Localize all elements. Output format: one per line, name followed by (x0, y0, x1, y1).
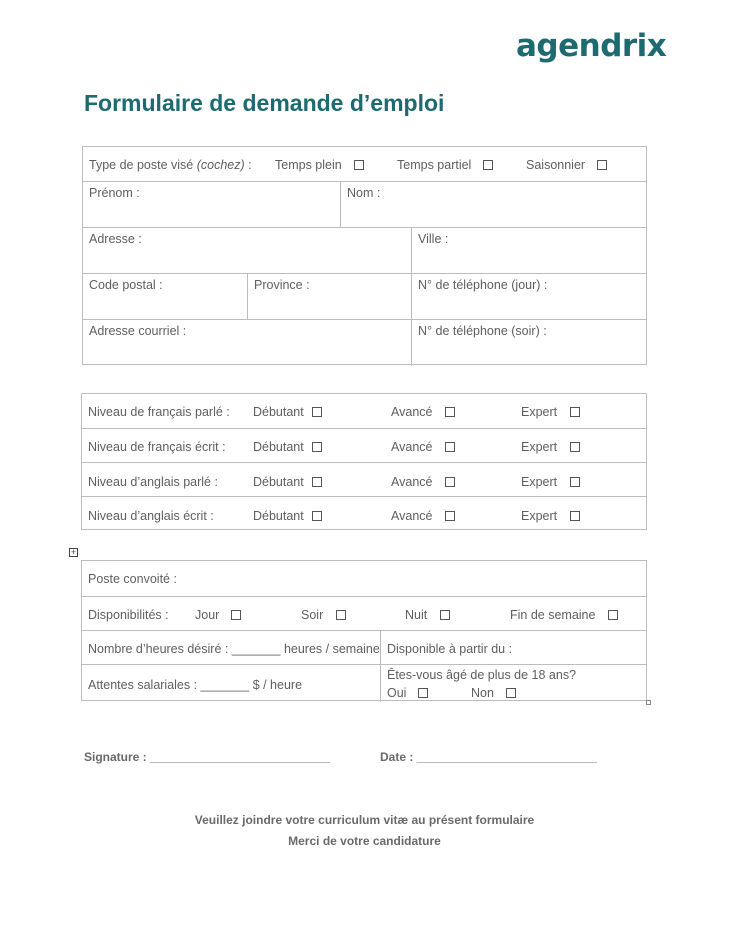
option-temps-plein[interactable]: Temps plein (275, 158, 364, 172)
checkbox-icon[interactable] (445, 407, 455, 417)
checkbox-icon[interactable] (418, 688, 428, 698)
level-expert[interactable]: Expert (521, 509, 580, 523)
checkbox-icon[interactable] (570, 442, 580, 452)
level-debutant[interactable]: Débutant (253, 440, 322, 454)
poste-convoite-field[interactable]: Poste convoité : (88, 572, 177, 586)
age-oui[interactable]: Oui (387, 686, 428, 700)
level-avance[interactable]: Avancé (391, 475, 455, 489)
checkbox-icon[interactable] (445, 511, 455, 521)
checkbox-icon[interactable] (608, 610, 618, 620)
level-expert[interactable]: Expert (521, 440, 580, 454)
option-saisonnier[interactable]: Saisonnier (526, 158, 607, 172)
agendrix-logo: agendrix (516, 28, 667, 64)
adresse-field[interactable]: Adresse : (89, 232, 142, 246)
level-avance[interactable]: Avancé (391, 405, 455, 419)
checkbox-icon[interactable] (312, 477, 322, 487)
courriel-field[interactable]: Adresse courriel : (89, 324, 187, 338)
language-row: Niveau de français écrit : Débutant Avancé Expert (82, 428, 646, 463)
checkbox-icon[interactable] (231, 610, 241, 620)
footer-note: Veuillez joindre votre curriculum vitæ au présent formulaire (194, 813, 535, 827)
level-expert[interactable]: Expert (521, 405, 580, 419)
poste-vise-label: Type de poste visé (89, 158, 194, 172)
page-title: Formulaire de demande d’emploi (84, 90, 445, 116)
language-level-table (81, 393, 647, 530)
checkbox-icon[interactable] (440, 610, 450, 620)
checkbox-icon[interactable] (312, 442, 322, 452)
dispo-soir[interactable]: Soir (301, 608, 346, 622)
checkbox-icon[interactable] (570, 407, 580, 417)
level-debutant[interactable]: Débutant (253, 475, 322, 489)
postal-row (83, 273, 646, 320)
checkbox-icon[interactable] (570, 511, 580, 521)
checkbox-icon[interactable] (312, 511, 322, 521)
checkbox-icon[interactable] (445, 442, 455, 452)
age-field: Êtes-vous âgé de plus de 18 ans? Oui Non (380, 665, 646, 702)
poste-convoite-row (82, 561, 646, 596)
salaire-row (82, 664, 646, 702)
tel-jour-field[interactable]: N° de téléphone (jour) : (411, 274, 646, 320)
courriel-row (83, 319, 646, 366)
dispo-fin-de-semaine[interactable]: Fin de semaine (510, 608, 618, 622)
checkbox-icon[interactable] (506, 688, 516, 698)
footer-thanks: Merci de votre candidature (288, 834, 441, 848)
checkbox-icon[interactable] (336, 610, 346, 620)
nom-field[interactable]: Nom : (340, 182, 646, 228)
age-non[interactable]: Non (471, 686, 516, 700)
checkbox-icon[interactable] (483, 160, 493, 170)
language-row: Niveau de français parlé : Débutant Avancé Expert (82, 394, 646, 428)
adresse-row (83, 227, 646, 274)
checkbox-icon[interactable] (597, 160, 607, 170)
position-table (81, 560, 647, 701)
nom-row (83, 181, 646, 228)
dispo-nuit[interactable]: Nuit (405, 608, 450, 622)
heures-field[interactable]: Nombre d’heures désiré : _______ heures / semaine (88, 642, 380, 656)
code-postal-field[interactable]: Code postal : (89, 278, 163, 292)
level-avance[interactable]: Avancé (391, 509, 455, 523)
table-resize-handle-icon[interactable] (646, 700, 651, 705)
personal-info-table (82, 146, 647, 365)
salaire-field[interactable]: Attentes salariales : _______ $ / heure (88, 678, 303, 692)
level-avance[interactable]: Avancé (391, 440, 455, 454)
level-debutant[interactable]: Débutant (253, 405, 322, 419)
date-line[interactable]: Date : ___________________________ (380, 750, 597, 764)
language-row: Niveau d’anglais écrit : Débutant Avancé Expert (82, 496, 646, 531)
checkbox-icon[interactable] (312, 407, 322, 417)
poste-vise-hint: (cochez) (196, 158, 245, 172)
province-field[interactable]: Province : (247, 274, 411, 320)
dispo-jour[interactable]: Jour (195, 608, 241, 622)
ville-field[interactable]: Ville : (411, 228, 646, 274)
language-row: Niveau d’anglais parlé : Débutant Avancé Expert (82, 462, 646, 497)
dispo-date-field[interactable]: Disponible à partir du : (380, 631, 646, 665)
signature-line[interactable]: Signature : ___________________________ (84, 750, 331, 764)
tel-soir-field[interactable]: N° de téléphone (soir) : (411, 320, 646, 366)
table-move-handle-icon[interactable]: + (70, 547, 77, 557)
level-expert[interactable]: Expert (521, 475, 580, 489)
poste-vise-row: Type de poste visé (cochez) : Temps plein Temps partiel Saisonnier (83, 147, 646, 181)
level-debutant[interactable]: Débutant (253, 509, 322, 523)
checkbox-icon[interactable] (354, 160, 364, 170)
disponibilites-row: Disponibilités : Jour Soir Nuit Fin de semaine (82, 596, 646, 631)
prenom-field[interactable]: Prénom : (89, 186, 140, 200)
checkbox-icon[interactable] (445, 477, 455, 487)
option-temps-partiel[interactable]: Temps partiel (397, 158, 493, 172)
checkbox-icon[interactable] (570, 477, 580, 487)
heures-row (82, 630, 646, 665)
